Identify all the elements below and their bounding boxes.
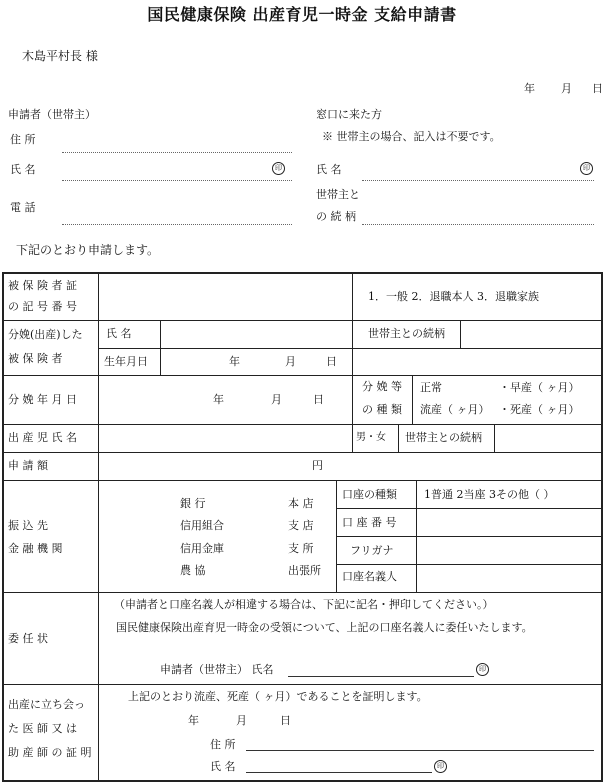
row-line <box>336 564 602 565</box>
normal-birth-option[interactable]: 正常 <box>420 381 442 394</box>
row-line <box>2 480 602 481</box>
premature-option[interactable]: ・早産（ ヶ月） <box>499 381 580 394</box>
furigana-label: フリガナ <box>350 544 394 557</box>
row-line <box>2 452 602 453</box>
birthdate-month[interactable]: 月 <box>285 355 296 368</box>
visitor-heading: 窓口に来た方 <box>316 108 382 121</box>
branch-type-office[interactable]: 出張所 <box>288 564 321 577</box>
amount-field[interactable] <box>100 454 310 479</box>
cert-year[interactable]: 年 <box>188 714 199 727</box>
row-line <box>336 536 602 537</box>
visitor-relation-line[interactable] <box>362 224 594 225</box>
birthdate-day[interactable]: 日 <box>326 355 337 368</box>
col-line <box>398 424 399 452</box>
delegation-seal-icon: 印 <box>476 663 489 676</box>
applicant-seal-icon: 印 <box>272 162 285 175</box>
child-relation-field[interactable] <box>496 426 600 451</box>
insured-cert-label-1: 被 保 険 者 証 <box>8 279 77 292</box>
date-month: 月 <box>561 82 572 95</box>
row-line <box>2 592 602 593</box>
insured-relation-label: 世帯主との続柄 <box>368 327 445 340</box>
bank-type-credit-union[interactable]: 信用組合 <box>180 519 224 532</box>
branch-type-sub[interactable]: 支 所 <box>288 542 314 555</box>
child-relation-label: 世帯主との続柄 <box>405 431 482 444</box>
col-line <box>412 375 413 424</box>
applicant-phone-line[interactable] <box>62 224 292 225</box>
sex-option[interactable]: 男・女 <box>356 432 386 443</box>
applicant-phone-label: 電 話 <box>10 201 36 214</box>
col-line <box>352 272 353 320</box>
delegation-note: （申請者と口座名義人が相違する場合は、下記に記名・押印してください。） <box>114 598 494 611</box>
visitor-relation-label-2: の 続 柄 <box>316 210 356 223</box>
bank-type-shinkin[interactable]: 信用金庫 <box>180 542 224 555</box>
intro-text: 下記のとおり申請します。 <box>16 243 160 257</box>
row-line <box>2 320 602 321</box>
visitor-name-label: 氏 名 <box>316 163 342 176</box>
cert-month[interactable]: 月 <box>236 714 247 727</box>
applicant-heading: 申請者（世帯主） <box>8 108 96 121</box>
visitor-seal-icon: 印 <box>580 162 593 175</box>
child-name-field[interactable] <box>100 426 350 451</box>
col-line <box>352 375 353 424</box>
col-line <box>352 348 353 375</box>
cert-name-label: 氏 名 <box>210 760 236 773</box>
applicant-name-label: 氏 名 <box>10 163 36 176</box>
cert-seal-icon: 印 <box>434 760 447 773</box>
account-type-label: 口座の種類 <box>342 488 397 501</box>
child-name-label: 出 産 児 氏 名 <box>8 431 77 444</box>
insured-cert-number-field[interactable] <box>100 274 350 319</box>
stillbirth-option[interactable]: ・死産（ ヶ月） <box>499 403 580 416</box>
row-line <box>2 424 602 425</box>
birthdate-year[interactable]: 年 <box>229 355 240 368</box>
col-line <box>460 320 461 348</box>
col-line <box>352 424 353 452</box>
visitor-note: ※ 世帯主の場合、記入は不要です。 <box>322 130 501 143</box>
cert-name-line[interactable] <box>246 772 432 773</box>
applicant-address-line[interactable] <box>62 152 292 153</box>
account-holder-field[interactable] <box>418 566 600 591</box>
insured-relation-field[interactable] <box>462 322 600 347</box>
delivery-month[interactable]: 月 <box>271 393 282 406</box>
delivery-type-label-1: 分 娩 等 <box>362 380 402 393</box>
row-line <box>98 348 602 349</box>
addressee: 木島平村長 様 <box>22 49 98 63</box>
account-type-options[interactable]: 1普通 2当座 3その他（ ） <box>424 488 555 501</box>
cert-label-3: 助 産 師 の 証 明 <box>8 746 92 759</box>
category-options[interactable]: 1．一般 2．退職本人 3．退職家族 <box>368 290 539 303</box>
delivery-year[interactable]: 年 <box>213 393 224 406</box>
date-day: 日 <box>592 82 603 95</box>
row-line <box>2 375 602 376</box>
col-line <box>494 424 495 452</box>
childbirth-insured-label-2: 被 保 険 者 <box>8 352 63 365</box>
branch-type-head[interactable]: 本 店 <box>288 497 314 510</box>
table-border-left <box>2 272 4 781</box>
furigana-field[interactable] <box>418 538 600 563</box>
delegation-signer-label: 申請者（世帯主） 氏名 <box>160 663 274 676</box>
col-line <box>160 320 161 375</box>
birthdate-label: 生年月日 <box>104 355 148 368</box>
visitor-name-line[interactable] <box>362 180 594 181</box>
cert-address-line[interactable] <box>246 750 594 751</box>
date-year: 年 <box>524 82 535 95</box>
branch-type-branch[interactable]: 支 店 <box>288 519 314 532</box>
insured-name-label: 氏 名 <box>106 327 132 340</box>
yen-unit: 円 <box>312 459 323 472</box>
row-line <box>336 508 602 509</box>
childbirth-insured-label-1: 分娩(出産)した <box>8 328 83 341</box>
transfer-label-2: 金 融 機 関 <box>8 542 63 555</box>
insured-name-field[interactable] <box>162 322 350 347</box>
applicant-address-label: 住 所 <box>10 133 36 146</box>
col-line <box>352 320 353 348</box>
delegation-text: 国民健康保険出産育児一時金の受領について、上記の口座名義人に委任いたします。 <box>116 621 533 634</box>
cert-label-1: 出産に立ち会っ <box>8 698 85 711</box>
form-title: 国民健康保険 出産育児一時金 支給申請書 <box>147 5 457 24</box>
insured-cert-label-2: の 記 号 番 号 <box>8 300 77 313</box>
amount-label: 申 請 額 <box>8 459 48 472</box>
account-number-label: 口 座 番 号 <box>342 516 397 529</box>
delegation-signer-line[interactable] <box>288 676 474 677</box>
applicant-name-line[interactable] <box>62 180 292 181</box>
cert-text: 上記のとおり流産、死産（ ヶ月）であることを証明します。 <box>128 690 428 703</box>
account-number-field[interactable] <box>418 510 600 535</box>
transfer-label-1: 振 込 先 <box>8 519 48 532</box>
visitor-relation-label-1: 世帯主と <box>316 188 360 201</box>
cert-day[interactable]: 日 <box>280 714 291 727</box>
delivery-date-label: 分 娩 年 月 日 <box>8 393 77 406</box>
cert-address-label: 住 所 <box>210 738 236 751</box>
bank-type-agri-coop[interactable]: 農 協 <box>180 564 206 577</box>
delivery-type-label-2: の 種 類 <box>362 403 402 416</box>
miscarriage-option[interactable]: 流産（ ヶ月） <box>420 403 490 416</box>
cert-label-2: た 医 師 又 は <box>8 722 77 735</box>
bank-type-bank[interactable]: 銀 行 <box>180 497 206 510</box>
delivery-day[interactable]: 日 <box>313 393 324 406</box>
delegation-label: 委 任 状 <box>8 632 48 645</box>
row-line <box>2 684 602 685</box>
account-holder-label: 口座名義人 <box>342 570 397 583</box>
